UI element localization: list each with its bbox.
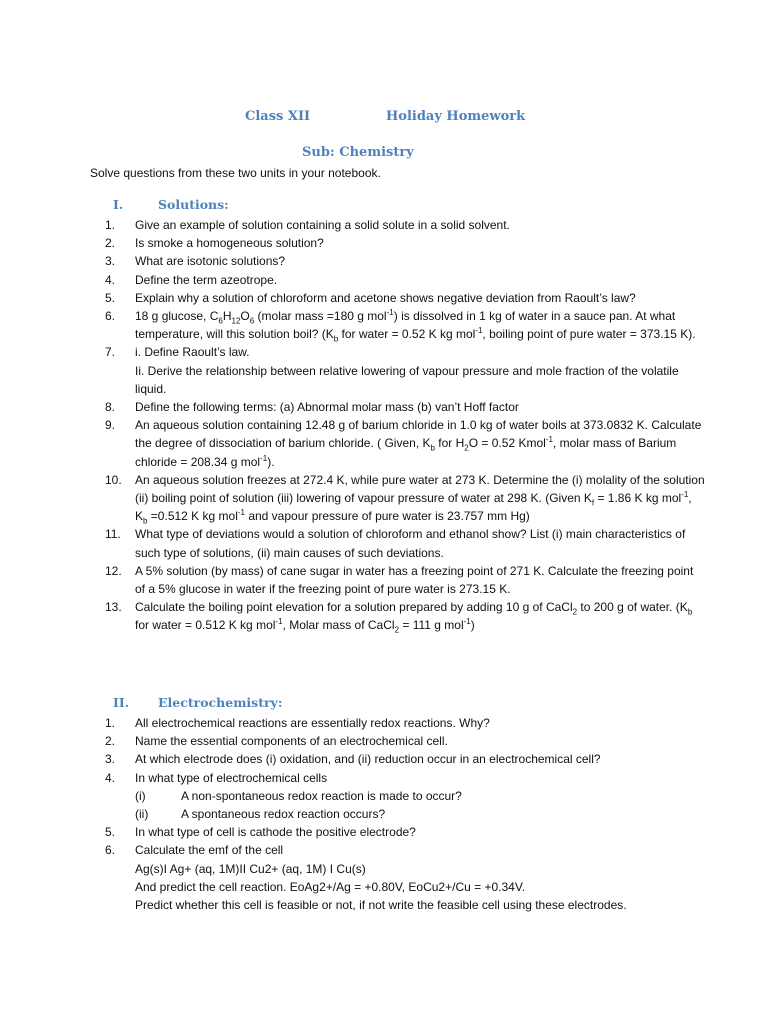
section-title-solutions: Solutions: <box>158 197 229 212</box>
list-item: 3. At which electrode does (i) oxidation, and (ii) reduction occur in an electrochemical cell? <box>105 752 601 767</box>
section-number: II. <box>113 695 130 710</box>
list-item: 1. All electrochemical reactions are essentially redox reactions. Why? <box>105 716 490 730</box>
electrochemistry-question-list <box>105 714 705 914</box>
list-item: 5. In what type of cell is cathode the positive electrode? <box>105 825 416 840</box>
list-item: 3. What are isotonic solutions? <box>105 254 286 269</box>
sub-item: (i) A non-spontaneous redox reaction is made to occur? <box>135 788 462 803</box>
list-item: 7. i. Define Raoult’s law. Ii. Derive the relationship between relative lowering of vapour pressure and mole fraction of the volatile liquid. <box>105 345 679 396</box>
list-item: 6. Calculate the emf of the cell Ag(s)I Ag+ (aq, 1M)II Cu2+ (aq, 1M) I Cu(s) And predict the cell reaction. EoAg2+/Ag = +0.80V, EoCu2+/Cu = +0.34V. Predict whether this cell is feasible or not, if not write the feasible cell using these electrodes. <box>105 843 627 913</box>
sub-item: (ii) A spontaneous redox reaction occurs? <box>135 807 386 822</box>
list-item: 6. 18 g glucose, $C_6H_{12}O_6$ (molar mass =180 g mol$^{-1}$) is dissolved in 1 kg of water in a sauce pan. At what temperature, will this solution boil? ($K_b$ for water = 0.52 K kg mol$^{-1}$, boiling point of pure water = 373.15 K). <box>105 308 696 344</box>
list-item: 4. Define the term azeotrope. <box>105 272 278 287</box>
list-item: 10. An aqueous solution freezes at 272.4 K, while pure water at 273 K. Determine the (i) molality of the solution (ii) boiling point of solution (iii) lowering of vapour pressure of water at 298 K. (Given $K_f = 1.86$ K kg mol$^{-1}$, $K_b =0.512$ K kg mol$^{-1}$ and vapour pressure of pure water is 23.757 mm Hg) <box>105 472 705 526</box>
class-label: Class XII <box>245 109 311 124</box>
list-item: 5. Explain why a solution of chloroform and acetone shows negative deviation from Raoult’s law? <box>105 290 636 305</box>
list-item: 9. An aqueous solution containing 12.48 g of barium chloride in 1.0 kg of water boils at 373.0832 K. Calculate the degree of dissociation of barium chloride. ( Given, $K_b$ for $H_2O = 0.52$ Kmol$^{-1}$, molar mass of Barium chloride = 208.34 g mol$^{-1}$). <box>105 418 702 469</box>
list-item: 2. Is smoke a homogeneous solution? <box>105 236 324 251</box>
list-item: 1. Give an example of solution containing a solid solute in a solid solvent. <box>105 218 510 232</box>
list-item: 13. Calculate the boiling point elevation for a solution prepared by adding 10 g of CaCl$_2$ to 200 g of water. ($K_b$ for water = 0.512 K kg mol$^{-1}$, Molar mass of CaCl$_2$ = 111 g mol$^{-1}$) <box>105 600 693 635</box>
subject: Sub: Chemistry <box>302 145 414 160</box>
instructions: Solve questions from these two units in your notebook. <box>90 166 381 180</box>
list-item: 8. Define the following terms: (a) Abnormal molar mass (b) van’t Hoff factor <box>105 400 519 415</box>
list-item: 12. A 5% solution (by mass) of cane sugar in water has a freezing point of 271 K. Calculate the freezing point of a 5% glucose in water if the freezing point of pure water is 273.15 K. <box>105 563 694 597</box>
list-item: 2. Name the essential components of an electrochemical cell. <box>105 734 448 749</box>
solutions-question-list <box>105 216 705 635</box>
title: Holiday Homework <box>386 109 526 124</box>
list-item: 4. In what type of electrochemical cells (i) A non-spontaneous redox reaction is made to occur? (ii) A spontaneous redox reaction occurs? <box>105 769 705 824</box>
list-item: 11. What type of deviations would a solution of chloroform and ethanol show? List (i) main characteristics of such type of solutions, (ii) main causes of such deviations. <box>105 527 686 560</box>
section-title-electrochemistry: Electrochemistry: <box>158 695 283 710</box>
section-number: I. <box>113 197 124 212</box>
